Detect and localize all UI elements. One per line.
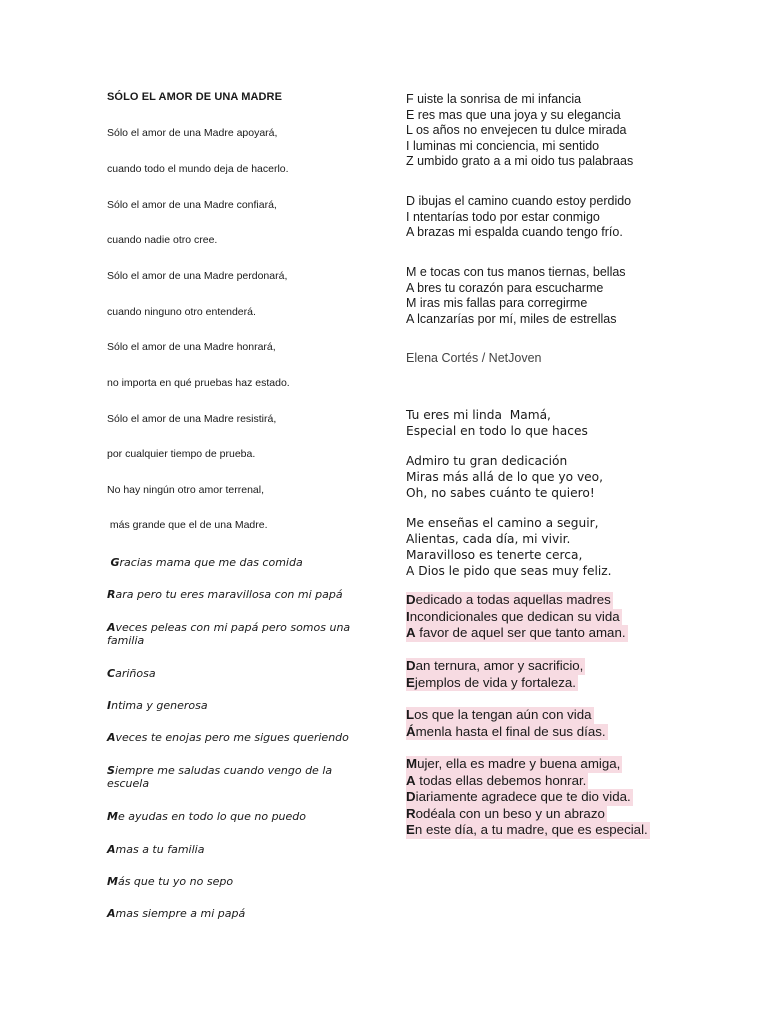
highlighted-line: Incondicionales que dedican su vida xyxy=(406,608,620,624)
poem-line: Sólo el amor de una Madre resistirá, xyxy=(107,413,277,425)
highlighted-line: Ámenla hasta el final de sus días. xyxy=(406,723,606,739)
highlighted-stanza-de xyxy=(406,658,585,691)
acrostic-line: Intima y generosa xyxy=(107,699,208,712)
stanza-line: I ntentarías todo por estar conmigo xyxy=(406,209,600,224)
highlighted-stanza-madre xyxy=(406,756,650,839)
stanza-line: A brazas mi espalda cuando tengo frío. xyxy=(406,225,623,239)
highlighted-line: A favor de aquel ser que tanto aman. xyxy=(406,625,626,640)
stanza-line: Maravilloso es tenerte cerca, xyxy=(406,548,583,562)
poem-title: SÓLO EL AMOR DE UNA MADRE xyxy=(107,91,283,103)
poem-line: cuando nadie otro cree. xyxy=(107,234,218,246)
highlighted-line: Ejemplos de vida y fortaleza. xyxy=(406,674,576,690)
author-credit: Elena Cortés / NetJoven xyxy=(406,351,542,365)
poem-stanza-mama xyxy=(406,265,626,327)
poem-line: no importa en qué pruebas haz estado. xyxy=(107,377,290,389)
highlighted-line: En este día, a tu madre, que es especial. xyxy=(406,822,648,837)
stanza-line: D ibujas el camino cuando estoy perdido xyxy=(406,194,632,208)
poem-line: cuando todo el mundo deja de hacerlo. xyxy=(107,163,289,175)
stanza-line: M iras mis fallas para corregirme xyxy=(406,296,588,310)
acrostic-line: Me ayudas en todo lo que no puedo xyxy=(107,810,307,823)
highlighted-line: Dedicado a todas aquellas madres xyxy=(406,592,611,607)
poem-line: Sólo el amor de una Madre honrará, xyxy=(107,341,276,353)
stanza-line: A lcanzarías por mí, miles de estrellas xyxy=(406,311,617,326)
poem-line: No hay ningún otro amor terrenal, xyxy=(107,484,265,496)
poem-line: Sólo el amor de una Madre apoyará, xyxy=(107,127,278,139)
stanza-line: Admiro tu gran dedicación xyxy=(406,454,568,468)
acrostic-line: Amas a tu familia xyxy=(107,843,205,856)
poem-line: Sólo el amor de una Madre confiará, xyxy=(107,199,277,211)
stanza-line: M e tocas con tus manos tiernas, bellas xyxy=(406,265,626,279)
stanza-line: Tu eres mi linda Mamá, xyxy=(406,408,551,422)
highlighted-line: A todas ellas debemos honrar. xyxy=(406,772,587,788)
stanza-line: E res mas que una joya y su elegancia xyxy=(406,107,621,122)
poem-stanza-mama-2 xyxy=(406,515,612,579)
poem-stanza-dia xyxy=(406,194,631,241)
acrostic-line: Amas siempre a mi papá xyxy=(107,907,246,920)
stanza-line: I luminas mi conciencia, mi sentido xyxy=(406,138,600,153)
acrostic-line: Cariñosa xyxy=(107,667,156,680)
acrostic-line: Más que tu yo no sepo xyxy=(107,875,234,888)
stanza-line: Me enseñas el camino a seguir, xyxy=(406,516,599,530)
poem-line: Sólo el amor de una Madre perdonará, xyxy=(107,270,288,282)
highlighted-line: Los que la tengan aún con vida xyxy=(406,707,592,722)
highlighted-line: Dan ternura, amor y sacrificio, xyxy=(406,658,584,673)
poem-line: más grande que el de una Madre. xyxy=(107,519,268,531)
stanza-line: A bres tu corazón para escucharme xyxy=(406,280,604,295)
highlighted-line: Diariamente agradece que te dio vida. xyxy=(406,789,631,804)
acrostic-line: Aveces te enojas pero me sigues queriendo xyxy=(107,731,349,744)
stanza-line: Especial en todo lo que haces xyxy=(406,424,588,438)
poem-stanza-tema xyxy=(406,407,588,439)
stanza-line: L os años no envejecen tu dulce mirada xyxy=(406,123,627,137)
highlighted-line: Mujer, ella es madre y buena amiga, xyxy=(406,756,621,771)
poem-line: cuando ninguno otro entenderá. xyxy=(107,306,256,318)
acrostic-line: Rara pero tu eres maravillosa con mi papá xyxy=(107,588,343,601)
stanza-line: Oh, no sabes cuánto te quiero! xyxy=(406,486,595,500)
poem-stanza-feliz xyxy=(406,92,633,170)
acrostic-line: Gracias mama que me das comida xyxy=(110,556,303,569)
stanza-line: Z umbido grato a a mi oido tus palabraas xyxy=(406,154,634,168)
highlighted-line: Rodéala con un beso y un abrazo xyxy=(406,805,605,821)
stanza-line: F uiste la sonrisa de mi infancia xyxy=(406,92,582,106)
poem-stanza-amo xyxy=(406,453,603,501)
poem-line: por cualquier tiempo de prueba. xyxy=(107,448,256,460)
highlighted-stanza-dia xyxy=(406,592,628,642)
stanza-line: Miras más allá de lo que yo veo, xyxy=(406,470,603,484)
stanza-line: A Dios le pido que seas muy feliz. xyxy=(406,564,612,578)
stanza-line: Alientas, cada día, mi vivir. xyxy=(406,532,571,546)
highlighted-stanza-la xyxy=(406,707,608,740)
acrostic-line: Siempre me saludas cuando vengo de la escuela xyxy=(107,764,333,790)
acrostic-line: Aveces peleas con mi papá pero somos una familia xyxy=(107,621,351,647)
